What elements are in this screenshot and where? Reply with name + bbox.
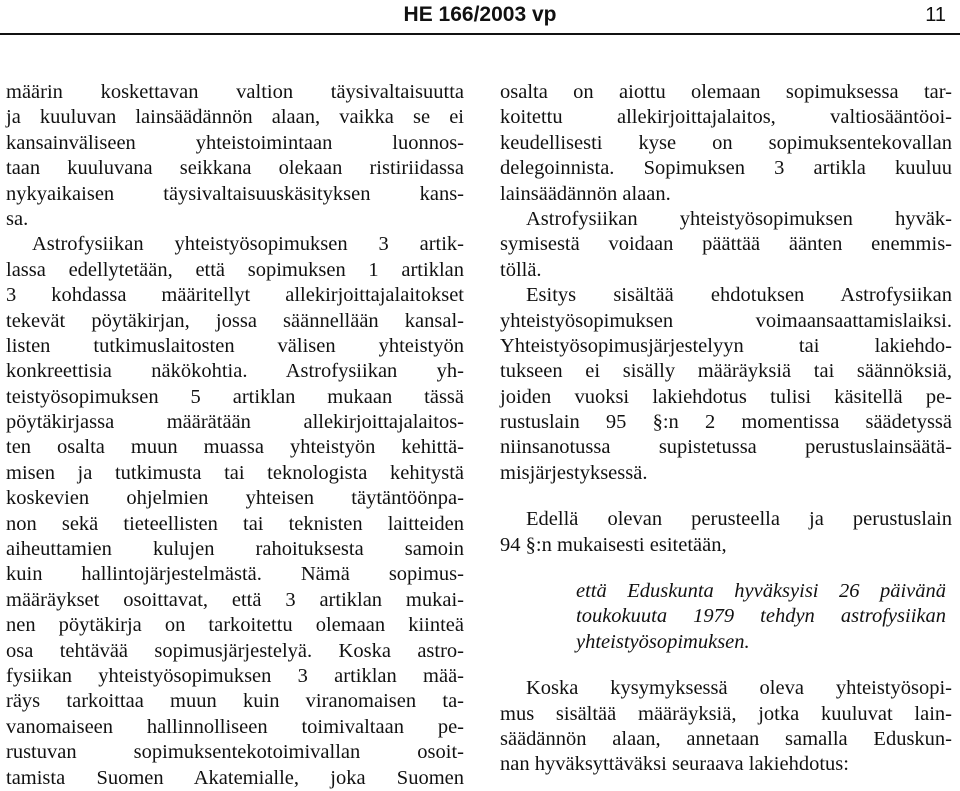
text-line: osa tehtävää sopimusjärjestelyä. Koska astro- xyxy=(6,639,464,662)
text-line: Yhteistyösopimusjärjestelyyn tai lakiehdo- xyxy=(500,334,952,357)
text-line: mus sisältää määräyksiä, jotka kuuluvat lain- xyxy=(500,702,952,725)
text-line: koitettu allekirjoittajalaitos, valtiosääntöoi- xyxy=(500,106,952,129)
text-line: konkreettisia näkökohtia. Astrofysiikan yh- xyxy=(6,360,464,383)
text-line: Astrofysiikan yhteistyösopimuksen hyväk- xyxy=(526,207,952,230)
page-header xyxy=(0,0,960,34)
text-line: Esitys sisältää ehdotuksen Astrofysiikan xyxy=(526,284,952,307)
text-line: 3 kohdassa määritellyt allekirjoittajalaitokset xyxy=(6,284,464,307)
paragraph xyxy=(500,676,952,778)
text-line: Edellä olevan perusteella ja perustuslain xyxy=(526,508,952,531)
text-line: symisestä voidaan päättää äänten enemmis- xyxy=(500,233,952,256)
paragraph xyxy=(500,207,952,283)
text-line: töllä. xyxy=(500,258,542,281)
text-line: säädännön alaan, annetaan samalla Eduskun- xyxy=(500,727,952,750)
text-line: vanomaiseen hallinnolliseen toimivaltaan pe- xyxy=(6,715,464,738)
paragraph xyxy=(500,283,952,486)
text-line: aiheuttamien kulujen rahoituksesta samoin xyxy=(6,538,464,561)
text-line: koskevien ohjelmien yhteisen täytäntöönpa- xyxy=(6,487,464,510)
text-line: niinsanotussa supistetussa perustuslainsäätä- xyxy=(500,436,952,459)
text-line: osalta on aiottu olemaan sopimuksessa tar- xyxy=(500,81,952,103)
text-line: tekevät pöytäkirjan, jossa säännellään kansal- xyxy=(6,309,464,332)
text-line: lainsäädännön alaan. xyxy=(500,182,671,205)
text-line: rustuvan sopimuksentekotoimivallan osoit- xyxy=(6,741,464,764)
text-line: Astrofysiikan yhteistyösopimuksen 3 artik- xyxy=(32,233,464,256)
text-line: 94 §:n mukaisesti esitetään, xyxy=(500,533,727,556)
text-line: määräykset osoittavat, että 3 artiklan mukai- xyxy=(6,588,464,611)
text-line: lassa edellytetään, että sopimuksen 1 artiklan xyxy=(6,258,464,281)
right-column xyxy=(500,80,952,778)
text-line: nan hyväksyttäväksi seuraava lakiehdotus: xyxy=(500,753,849,776)
text-line: teistyösopimuksen 5 artiklan mukaan tässä xyxy=(6,385,464,408)
text-line: kansainväliseen yhteistoimintaan luonnos- xyxy=(6,131,464,154)
text-line: listen tutkimuslaitosten välisen yhteistyön xyxy=(6,334,464,357)
text-line: tamista Suomen Akatemialle, joka Suomen xyxy=(6,766,464,789)
spacer xyxy=(500,655,952,676)
text-line: tukseen ei sisälly määräyksiä tai säännöksiä, xyxy=(500,360,952,383)
text-line: yhteistyösopimuksen. xyxy=(576,630,750,653)
text-line: ja kuuluvan lainsäädännön alaan, vaikka se ei xyxy=(6,106,464,129)
text-line: taan kuuluvana seikkana olekaan ristiriidassa xyxy=(6,157,464,180)
text-line: kuin hallintojärjestelmästä. Nämä sopimus- xyxy=(6,563,464,586)
text-line: määrin koskettavan valtion täysivaltaisuutta xyxy=(6,81,464,103)
text-line: nykyaikaisen täysivaltaisuuskäsityksen kans- xyxy=(6,182,464,205)
spacer xyxy=(500,486,952,507)
text-line: rustuslain 95 §:n 2 momentissa säädetyssä xyxy=(500,411,952,434)
text-line: misjärjestyksessä. xyxy=(500,461,648,484)
text-line: joiden vuoksi lakiehdotus tulisi käsitellä pe- xyxy=(500,385,952,408)
paragraph xyxy=(500,507,952,558)
text-line: delegoinnista. Sopimuksen 3 artikla kuuluu xyxy=(500,157,952,180)
left-column xyxy=(6,80,464,791)
text-line: keudellisesti kyse on sopimuksentekovallan xyxy=(500,131,952,154)
text-line: toukokuuta 1979 tehdyn astrofysiikan xyxy=(576,605,946,628)
text-line: non sekä tieteellisten tai teknisten laitteiden xyxy=(6,512,464,535)
text-line: yhteistyösopimuksen voimaansaattamislaiksi. xyxy=(500,309,952,332)
text-line: Koska kysymyksessä oleva yhteistyösopi- xyxy=(526,677,952,700)
text-line: pöytäkirjassa määrätään allekirjoittajalaitos- xyxy=(6,411,464,434)
text-line: misen ja tutkimusta tai teknologista kehitystä xyxy=(6,461,464,484)
document-id: HE 166/2003 vp xyxy=(403,3,557,26)
page-number: 11 xyxy=(925,4,946,26)
text-line: nen pöytäkirja on tarkoitettu olemaan kiinteä xyxy=(6,614,464,637)
paragraph xyxy=(500,80,952,207)
text-line: että Eduskunta hyväksyisi 26 päivänä xyxy=(576,580,946,603)
text-line: sa. xyxy=(6,207,29,230)
header-rule xyxy=(0,33,960,35)
text-line: ten osalta muun muassa yhteistyön kehittä- xyxy=(6,436,464,459)
spacer xyxy=(500,558,952,579)
text-line: fysiikan yhteistyösopimuksen 3 artiklan mää- xyxy=(6,664,464,687)
proposal-clause xyxy=(500,579,952,655)
text-line: räys tarkoittaa muun kuin viranomaisen ta- xyxy=(6,690,464,713)
